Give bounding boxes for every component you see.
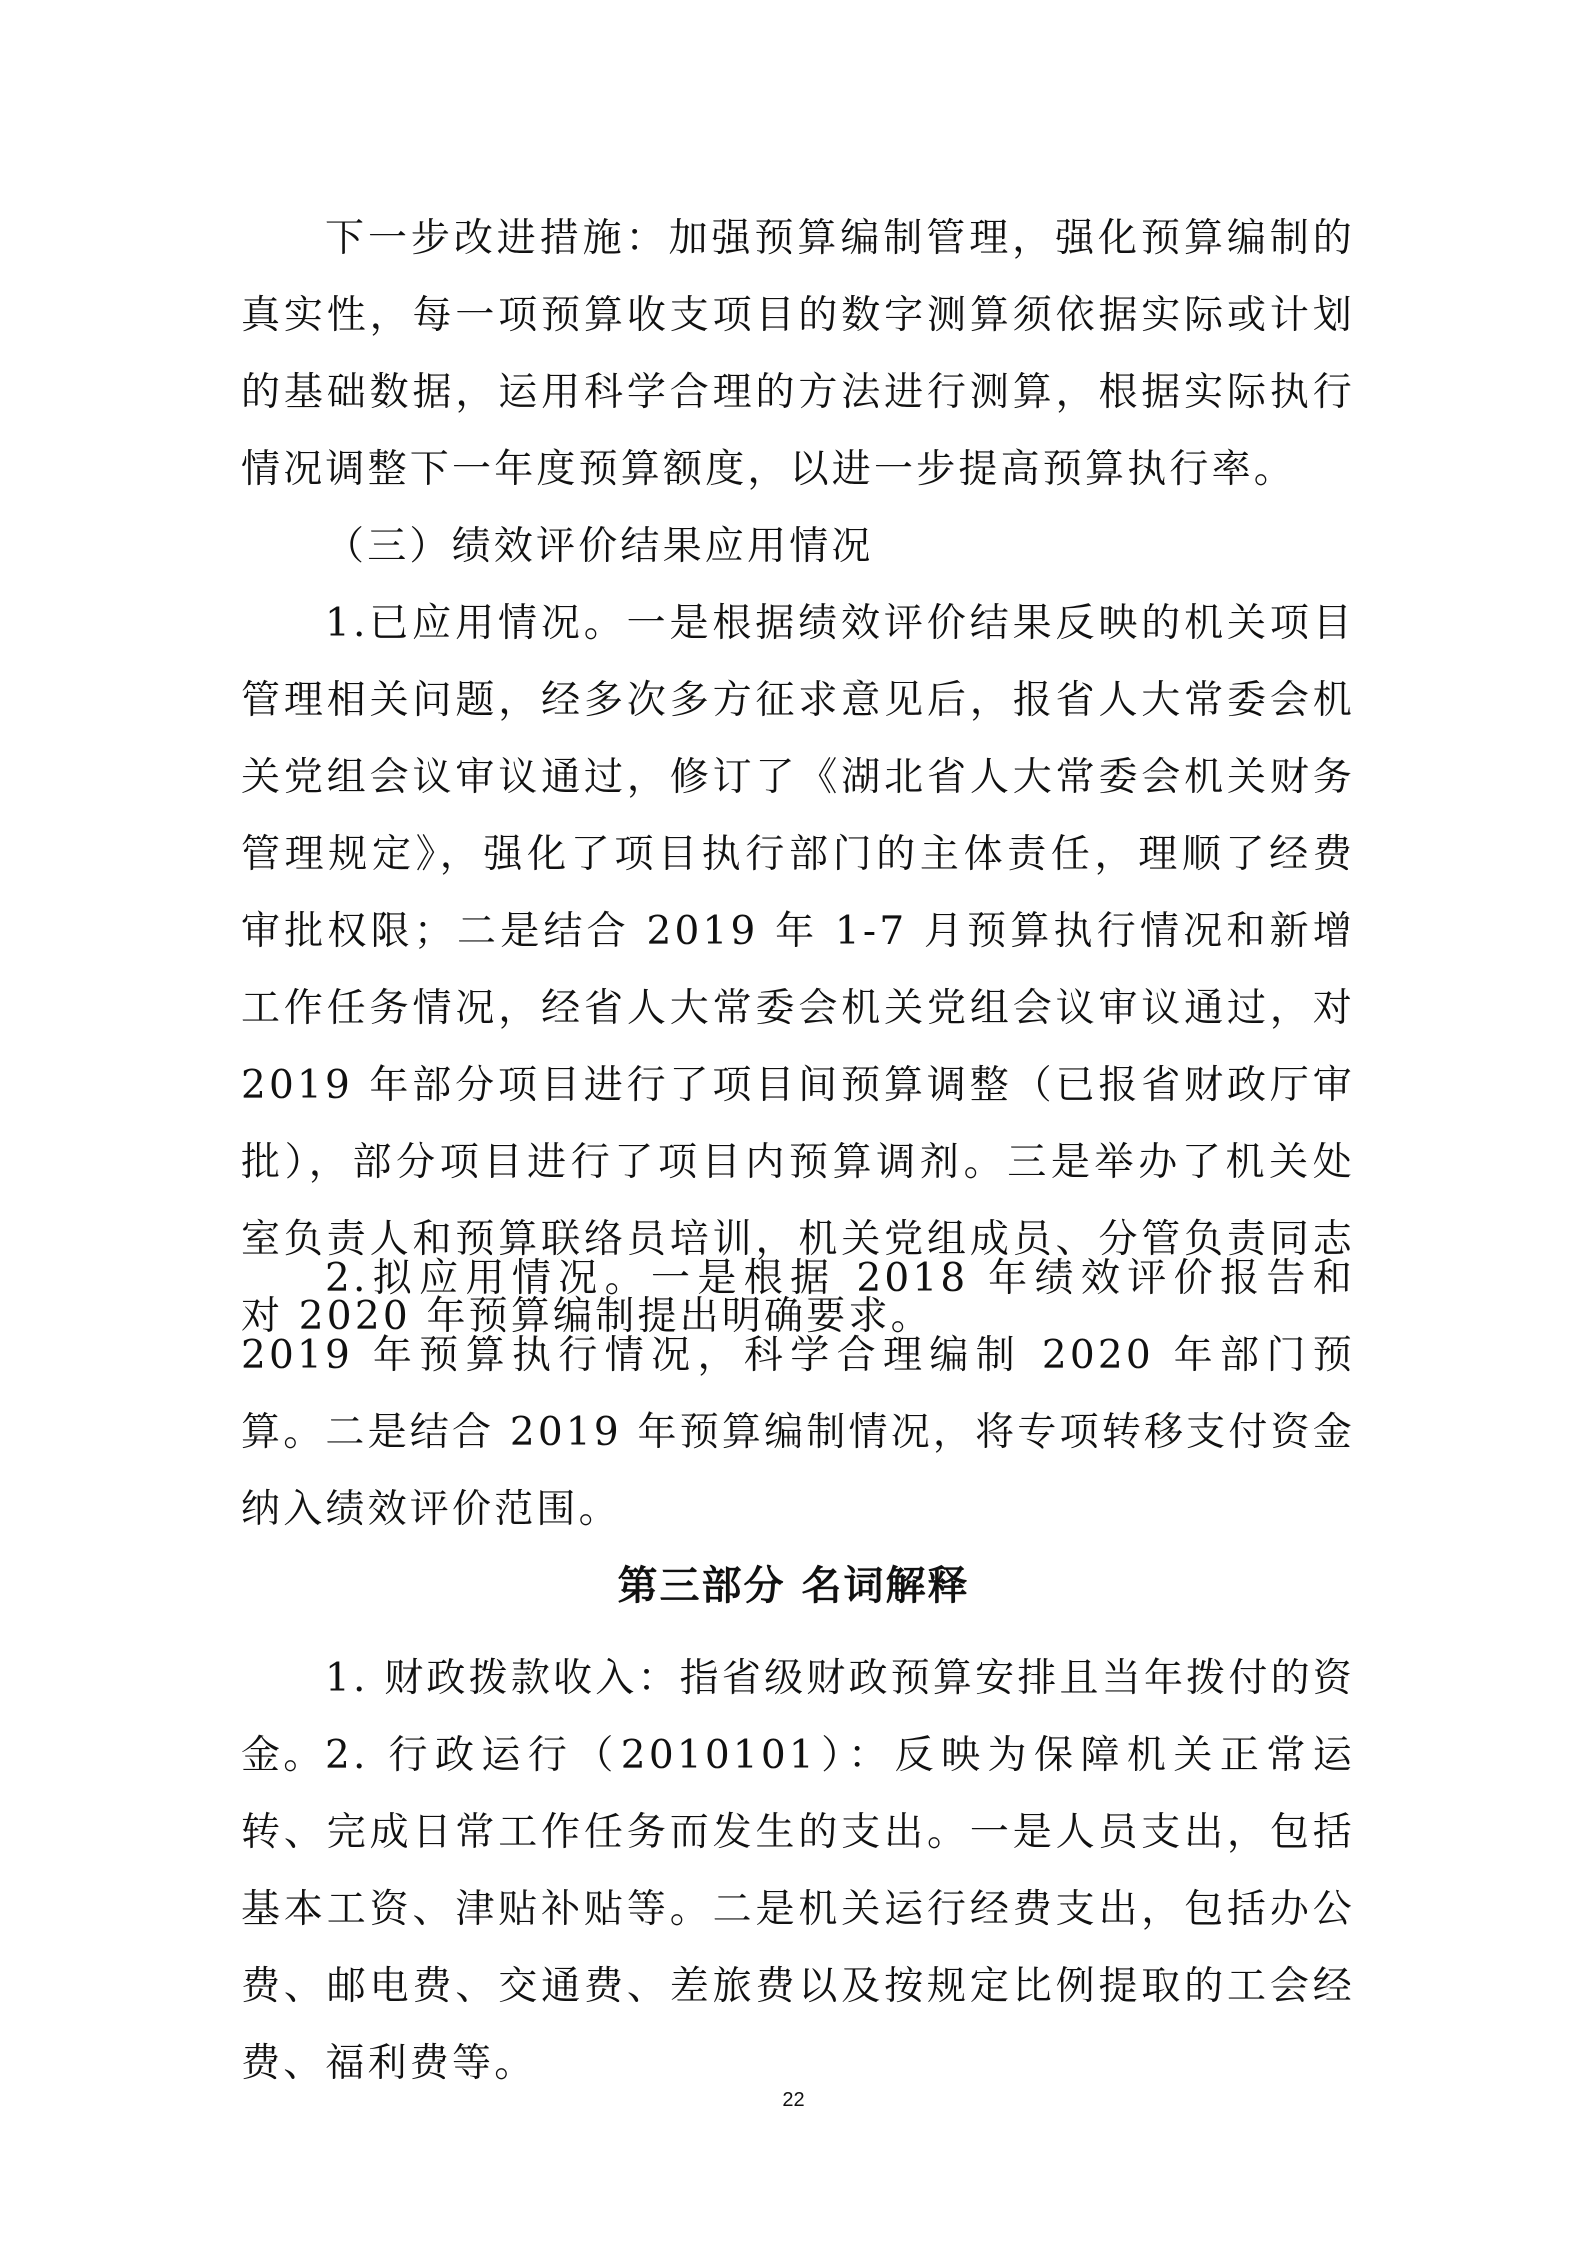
paragraph-improvement-measures: 下一步改进措施：加强预算编制管理，强化预算编制的真实性，每一项预算收支项目的数字测算须依据实际或计划的基础数据，运用科学合理的方法进行测算，根据实际执行情况调整下一年度预算额度，以进一步提高预算执行率。	[241, 216, 1355, 492]
subheading-results-application: （三）绩效评价结果应用情况	[325, 524, 874, 569]
section-heading-glossary: 第三部分 名词解释	[617, 1563, 970, 1609]
term-fiscal-appropriation: 1. 财政拨款收入：指省级财政预算安排且当年拨付的资金。	[241, 1656, 1355, 1778]
page-number: 22	[782, 2089, 805, 2111]
term-administrative-operation: 2. 行政运行（2010101）：反映为保障机关正常运转、完成日常工作任务而发生的支出。一是人员支出，包括基本工资、津贴补贴等。二是机关运行经费支出，包括办公费、邮电费、交通费、差旅费以及按规定比例提取的工会经费、福利费等。	[241, 1733, 1355, 2086]
paragraph-applied-situation: 1.已应用情况。一是根据绩效评价结果反映的机关项目管理相关问题，经多次多方征求意见后，报省人大常委会机关党组会议审议通过，修订了《湖北省人大常委会机关财务管理规定》，强化了项目执行部门的主体责任，理顺了经费审批权限；二是结合 2019 年 1-7 月预算执行情况和新增工作任务情况，经省人大常委会机关党组会议审议通过，对 2019 年部分项目进行了项目间预算调整（已报省财政厅审批），部分项目进行了项目内预算调剂。三是举办了机关处室负责人和预算联络员培训，机关党组成员、分管负责同志对 2020 年预算编制提出明确要求。	[241, 601, 1355, 1339]
paragraph-planned-application: 2.拟应用情况。一是根据 2018 年绩效评价报告和 2019 年预算执行情况，科学合理编制 2020 年部门预算。二是结合 2019 年预算编制情况，将专项转移支付资金纳入绩效评价范围。	[241, 1256, 1355, 1532]
